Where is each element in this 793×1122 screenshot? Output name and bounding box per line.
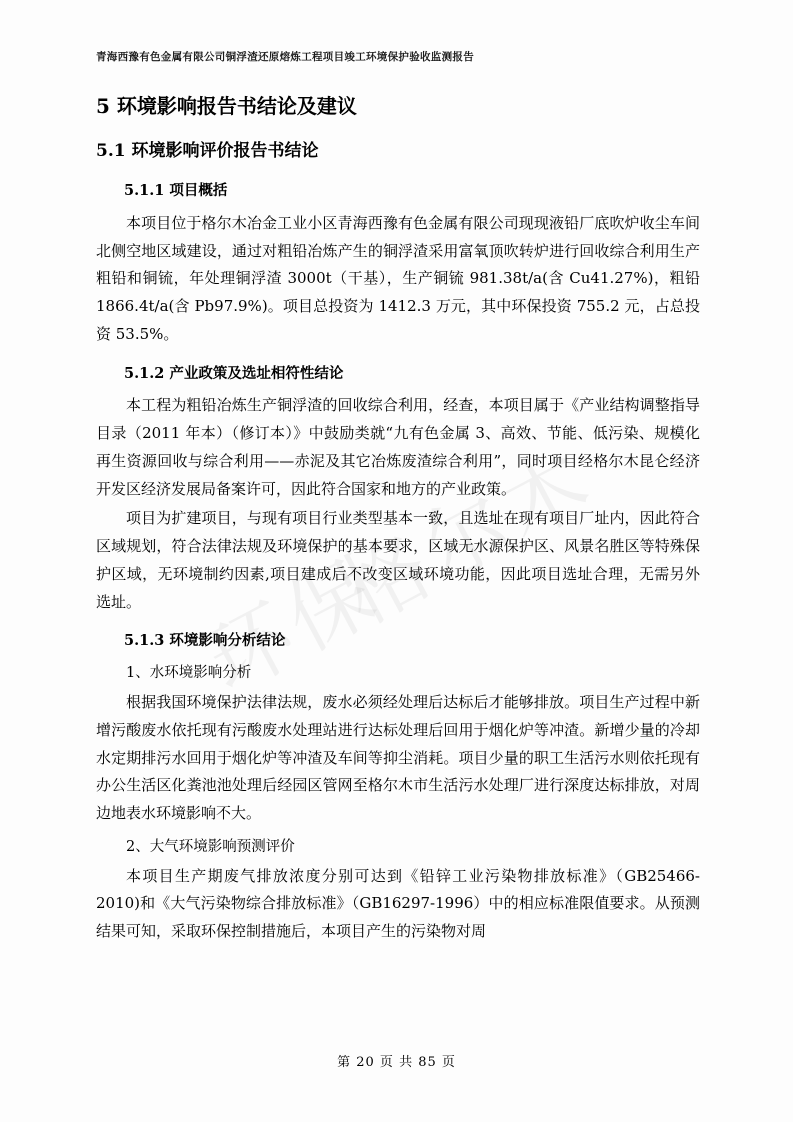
chapter-title: 5 环境影响报告书结论及建议 [96, 93, 357, 118]
paragraph: 本项目位于格尔木冶金工业小区青海西豫有色金属有限公司现现液铅厂底吹炉收尘车间北侧空地区域建设，通过对粗铅冶炼产生的铜浮渣采用富氧顶吹转炉进行回收综合利用生产粗铅和铜锍，年处理铜浮渣 3000t（干基），生产铜锍 981.38t/a(含 Cu41.27%)，粗铅 1866.4t/a(含 Pb97.9%)。项目总投资为 1412.3 万元，其中环保投资 755.2 元，占总投资 53.5%。 [96, 213, 700, 343]
section-title: 5.1 环境影响评价报告书结论 [96, 140, 319, 161]
running-header: 青海西豫有色金属有限公司铜浮渣还原熔炼工程项目竣工环境保护验收监测报告 [96, 51, 474, 63]
subsection-heading-5-1-2: 5.1.2 产业政策及选址相符性结论 [124, 364, 344, 382]
page-footer: 第 20 页 共 85 页 [337, 1055, 456, 1070]
paragraph: 根据我国环境保护法律法规，废水必须经处理后达标后才能够排放。项目生产过程中新增污酸废水依托现有污酸废水处理站进行达标处理后回用于烟化炉等冲渣。新增少量的冷却水定期排污水回用于烟化炉等冲渣及车间等抑尘消耗。项目少量的职工生活污水则依托现有办公生活区化粪池池处理后经园区管网至格尔木市生活污水处理厂进行深度达标排放，对周边地表水环境影响不大。 [96, 693, 700, 822]
list-item-label: 1、水环境影响分析 [126, 665, 252, 682]
subsection-heading-5-1-1: 5.1.1 项目概括 [124, 182, 228, 200]
page-content [96, 50, 700, 948]
paragraph: 项目为扩建项目，与现有项目行业类型基本一致，且选址在现有项目厂址内，因此符合区域规划，符合法律法规及环境保护的基本要求，区域无水源保护区、风景名胜区等特殊保护区域，无环境制约因素,项目建成后不改变区域环境功能，因此项目选址合理，无需另外选址。 [96, 509, 700, 611]
list-item-label: 2、大气环境影响预测评价 [126, 838, 295, 855]
paragraph: 本项目生产期废气排放浓度分别可达到《铅锌工业污染物排放标准》（GB25466-2010)和《大气污染物综合排放标准》（GB16297-1996）中的相应标准限值要求。从预测结果可知，采取环保控制措施后，本项目产生的污染物对周 [96, 866, 700, 941]
paragraph: 本工程为粗铅冶炼生产铜浮渣的回收综合利用，经查，本项目属于《产业结构调整指导目录（2011 年本）（修订本）》中鼓励类就“九有色金属 3、高效、节能、低污染、规模化再生资源回收与综合利用——赤泥及其它冶炼废渣综合利用”，同时项目经格尔木昆仑经济开发区经济发展局备案许可，因此符合国家和地方的产业政策。 [96, 396, 700, 498]
subsection-heading-5-1-3: 5.1.3 环境影响分析结论 [124, 632, 286, 650]
